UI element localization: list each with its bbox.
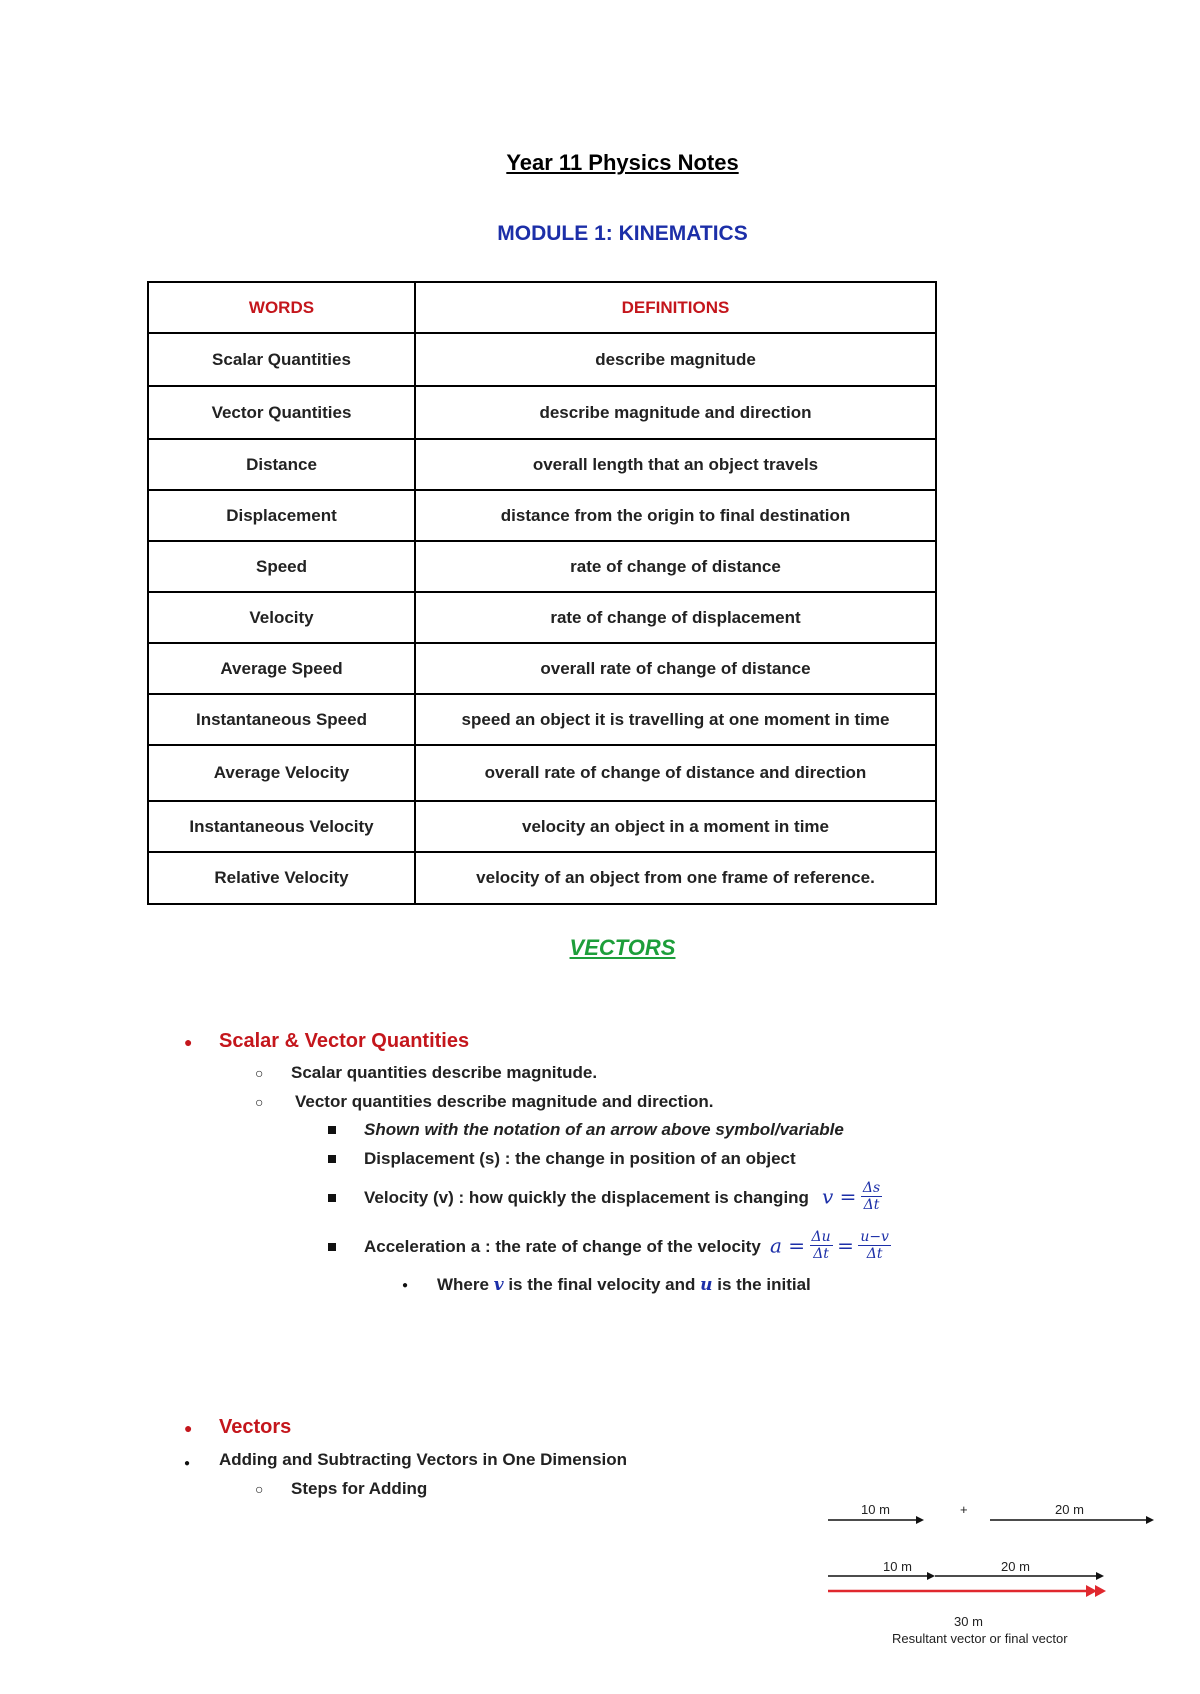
plus-sign: +: [960, 1502, 968, 1517]
bullet-circle-icon: ○: [255, 1065, 264, 1081]
fraction-denominator: Δt: [866, 1246, 883, 1262]
table-row: [148, 490, 936, 541]
bullet-dot-icon: ●: [184, 1034, 193, 1050]
definition-cell: overall rate of change of distance and direction: [415, 745, 936, 801]
equals-sign: =: [837, 1233, 854, 1258]
definition-cell: velocity of an object from one frame of reference.: [415, 852, 936, 904]
definition-cell: velocity an object in a moment in time: [415, 801, 936, 852]
note-where: Where: [437, 1275, 489, 1294]
definition-cell: overall rate of change of distance: [415, 643, 936, 694]
bullet-dot-icon: ●: [184, 1458, 191, 1469]
section-heading-scalar-vector: Scalar & Vector Quantities: [219, 1030, 470, 1052]
list-item: Vector quantities describe magnitude and direction.: [295, 1092, 714, 1111]
fraction-denominator: Δt: [813, 1246, 829, 1262]
definition-cell: rate of change of displacement: [415, 592, 936, 643]
bullet-circle-icon: ○: [255, 1094, 264, 1110]
bullet-square-icon: [328, 1243, 336, 1251]
word-cell: Instantaneous Velocity: [148, 801, 415, 852]
table-row: [148, 801, 936, 852]
word-cell: Speed: [148, 541, 415, 592]
fraction-denominator: Δt: [863, 1197, 880, 1213]
note-symbol-v: v: [493, 1275, 504, 1295]
definitions-table: [147, 281, 937, 905]
module-heading: MODULE 1: KINEMATICS: [497, 222, 748, 245]
arrowhead-icon: [1096, 1572, 1104, 1580]
table-row: [148, 439, 936, 490]
definition-cell: describe magnitude and direction: [415, 386, 936, 439]
table-row: [148, 592, 936, 643]
arrowhead-icon: [1146, 1516, 1154, 1524]
label-10m-chained: 10 m: [883, 1559, 912, 1574]
fraction: [858, 1229, 891, 1262]
page-title: Year 11 Physics Notes: [506, 150, 739, 175]
word-cell: Vector Quantities: [148, 386, 415, 439]
bullet-dot-icon: ●: [402, 1280, 409, 1291]
definition-cell: describe magnitude: [415, 333, 936, 386]
bullet-circle-icon: ○: [255, 1481, 264, 1497]
table-row: [148, 541, 936, 592]
bullet-square-icon: [328, 1126, 336, 1134]
label-20m-chained: 20 m: [1001, 1559, 1030, 1574]
definition-cell: overall length that an object travels: [415, 439, 936, 490]
fraction: [861, 1180, 882, 1213]
arrowhead-icon: [916, 1516, 924, 1524]
arrowhead-icon: [927, 1572, 935, 1580]
fraction: [810, 1229, 833, 1262]
table-row: [148, 643, 936, 694]
label-10m: 10 m: [861, 1502, 890, 1517]
bullet-square-icon: [328, 1194, 336, 1202]
header-words: WORDS: [148, 282, 415, 333]
table-row: [148, 333, 936, 386]
list-item-note: [437, 1275, 811, 1295]
acceleration-equation: [770, 1229, 891, 1262]
bullet-square-icon: [328, 1155, 336, 1163]
velocity-equation: [822, 1180, 882, 1213]
vectors-heading: VECTORS: [569, 935, 676, 960]
list-item: Scalar quantities describe magnitude.: [291, 1063, 598, 1082]
list-item: Shown with the notation of an arrow above symbol/variable: [364, 1120, 844, 1139]
word-cell: Velocity: [148, 592, 415, 643]
table-row: [148, 852, 936, 904]
definition-cell: speed an object it is travelling at one moment in time: [415, 694, 936, 745]
fraction-numerator: u−v: [860, 1229, 889, 1245]
label-20m: 20 m: [1055, 1502, 1084, 1517]
table-row: [148, 745, 936, 801]
word-cell: Scalar Quantities: [148, 333, 415, 386]
diagram-caption: Resultant vector or final vector: [892, 1631, 1068, 1646]
fraction-numerator: Δs: [862, 1180, 881, 1196]
header-definitions: DEFINITIONS: [415, 282, 936, 333]
section-heading-vectors: Vectors: [219, 1416, 292, 1438]
note-mid: is the final velocity and: [508, 1275, 696, 1294]
table-row: [148, 386, 936, 439]
bullet-dot-icon: ●: [184, 1420, 193, 1436]
word-cell: Displacement: [148, 490, 415, 541]
definition-cell: rate of change of distance: [415, 541, 936, 592]
list-item: Steps for Adding: [291, 1479, 428, 1498]
list-item: Velocity (v) : how quickly the displacement is changing: [364, 1188, 809, 1207]
table-header-row: [148, 282, 936, 333]
arrowhead-icon: [1095, 1585, 1106, 1597]
word-cell: Distance: [148, 439, 415, 490]
table-row: [148, 694, 936, 745]
list-item: Acceleration a : the rate of change of the velocity: [364, 1237, 761, 1256]
note-symbol-u: u: [700, 1275, 713, 1295]
label-30m: 30 m: [954, 1614, 983, 1629]
fraction-numerator: Δu: [811, 1229, 831, 1245]
list-item: Adding and Subtracting Vectors in One Dimension: [219, 1450, 628, 1469]
word-cell: Relative Velocity: [148, 852, 415, 904]
equation-lhs: a =: [770, 1233, 806, 1258]
word-cell: Average Speed: [148, 643, 415, 694]
word-cell: Instantaneous Speed: [148, 694, 415, 745]
word-cell: Average Velocity: [148, 745, 415, 801]
definition-cell: distance from the origin to final destination: [415, 490, 936, 541]
note-end: is the initial: [717, 1275, 811, 1294]
list-item: Displacement (s) : the change in position of an object: [364, 1149, 796, 1168]
equation-lhs: v =: [822, 1184, 857, 1209]
